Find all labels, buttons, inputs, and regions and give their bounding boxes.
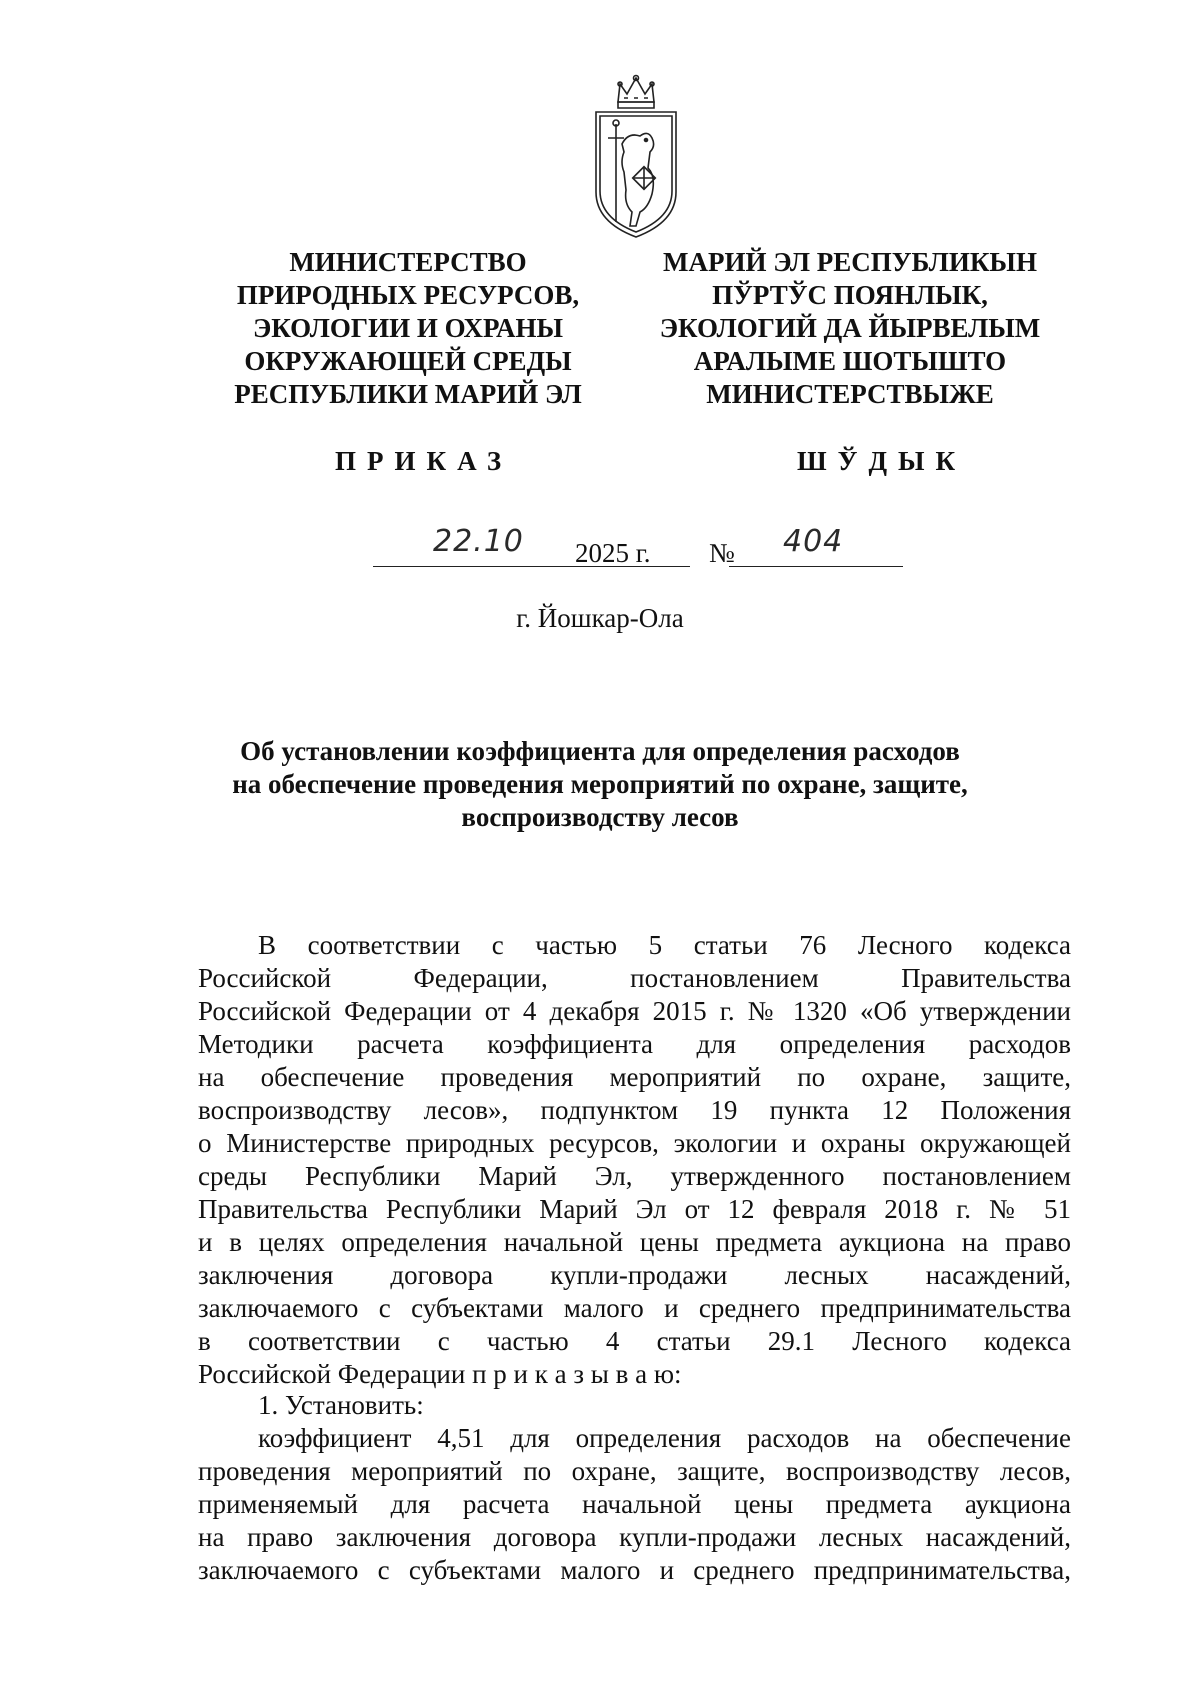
ministry-name-mari [640, 246, 1060, 411]
ministry-name-mhr-line: ПЎРТЎС ПОЯНЛЫК, [712, 280, 988, 310]
number-underline [729, 566, 903, 567]
subject-line: на обеспечение проведения мероприятий по охране, защите, [232, 769, 968, 799]
coat-of-arms-emblem [590, 72, 682, 240]
item-1-paragraph [198, 1422, 1071, 1587]
text-line: Методики расчета коэффициента для определения расходов [198, 1029, 1071, 1059]
text-line: и в целях определения начальной цены предмета аукциона на право [198, 1227, 1071, 1257]
order-subject-title [180, 735, 1020, 834]
handwritten-date: 22.10 [433, 524, 524, 559]
ministry-name-ru-line: ОКРУЖАЮЩЕЙ СРЕДЫ [244, 346, 572, 376]
ministry-name-ru-line: РЕСПУБЛИКИ МАРИЙ ЭЛ [234, 379, 582, 409]
text-line: заключения договора купли-продажи лесных насаждений, [198, 1260, 1071, 1290]
text-line: Российской Федерации п р и к а з ы в а ю: [198, 1359, 682, 1389]
ministry-name-ru-line: ЭКОЛОГИИ И ОХРАНЫ [252, 313, 564, 343]
text-line: среды Республики Марий Эл, утвержденного постановлением [198, 1161, 1071, 1191]
text-line: в соответствии с частью 4 статьи 29.1 Лесного кодекса [198, 1326, 1071, 1356]
preamble-paragraph [198, 929, 1071, 1391]
ministry-name-mhr-line: АРАЛЫМЕ ШОТЫШТО [693, 346, 1007, 376]
subject-line: Об установлении коэффициента для определения расходов [240, 736, 960, 766]
text-line: проведения мероприятий по охране, защите, воспроизводству лесов, [198, 1456, 1071, 1486]
ministry-name-ru-line: ПРИРОДНЫХ РЕСУРСОВ, [236, 280, 580, 310]
text-line: на право заключения договора купли-продажи лесных насаждений, [198, 1522, 1071, 1552]
text-line: воспроизводству лесов», подпунктом 19 пункта 12 Положения [198, 1095, 1071, 1125]
text-line: Российской Федерации от 4 декабря 2015 г. № 1320 «Об утверждении [198, 996, 1071, 1026]
item-1-heading [198, 1389, 1071, 1422]
document-type-russian: ПРИКАЗ [335, 446, 513, 476]
number-sign: № [709, 538, 735, 568]
date-underline [373, 566, 690, 567]
text-line: заключаемого с субъектами малого и среднего предпринимательства, [198, 1555, 1071, 1585]
text-line: о Министерстве природных ресурсов, экологии и охраны окружающей [198, 1128, 1071, 1158]
subject-line: воспроизводству лесов [461, 802, 739, 832]
ministry-name-mhr-line: ЭКОЛОГИЙ ДА ЙЫРВЕЛЫМ [659, 313, 1041, 343]
handwritten-number: 404 [783, 524, 844, 559]
ministry-name-russian [218, 246, 598, 411]
text-line: применяемый для расчета начальной цены предмета аукциона [198, 1489, 1071, 1519]
text-line: коэффициент 4,51 для определения расходов на обеспечение [258, 1423, 1071, 1453]
text-line: Правительства Республики Марий Эл от 12 февраля 2018 г. № 51 [198, 1194, 1071, 1224]
ministry-name-ru-line: МИНИСТЕРСТВО [289, 247, 527, 277]
document-type-mari: ШЎДЫК [797, 446, 967, 476]
city-name: г. Йошкар-Ола [516, 603, 684, 633]
ministry-name-mhr-line: МИНИСТЕРСТВЫЖЕ [706, 379, 994, 409]
order-date-number-line [373, 524, 903, 570]
text-line: заключаемого с субъектами малого и среднего предпринимательства [198, 1293, 1071, 1323]
text-line: В соответствии с частью 5 статьи 76 Лесного кодекса [258, 930, 1071, 960]
text-line: 1. Установить: [258, 1390, 424, 1420]
text-line: на обеспечение проведения мероприятий по охране, защите, [198, 1062, 1071, 1092]
ministry-name-mhr-line: МАРИЙ ЭЛ РЕСПУБЛИКЫН [663, 247, 1037, 277]
order-year: 2025 г. [575, 538, 651, 568]
text-line: Российской Федерации, постановлением Правительства [198, 963, 1071, 993]
